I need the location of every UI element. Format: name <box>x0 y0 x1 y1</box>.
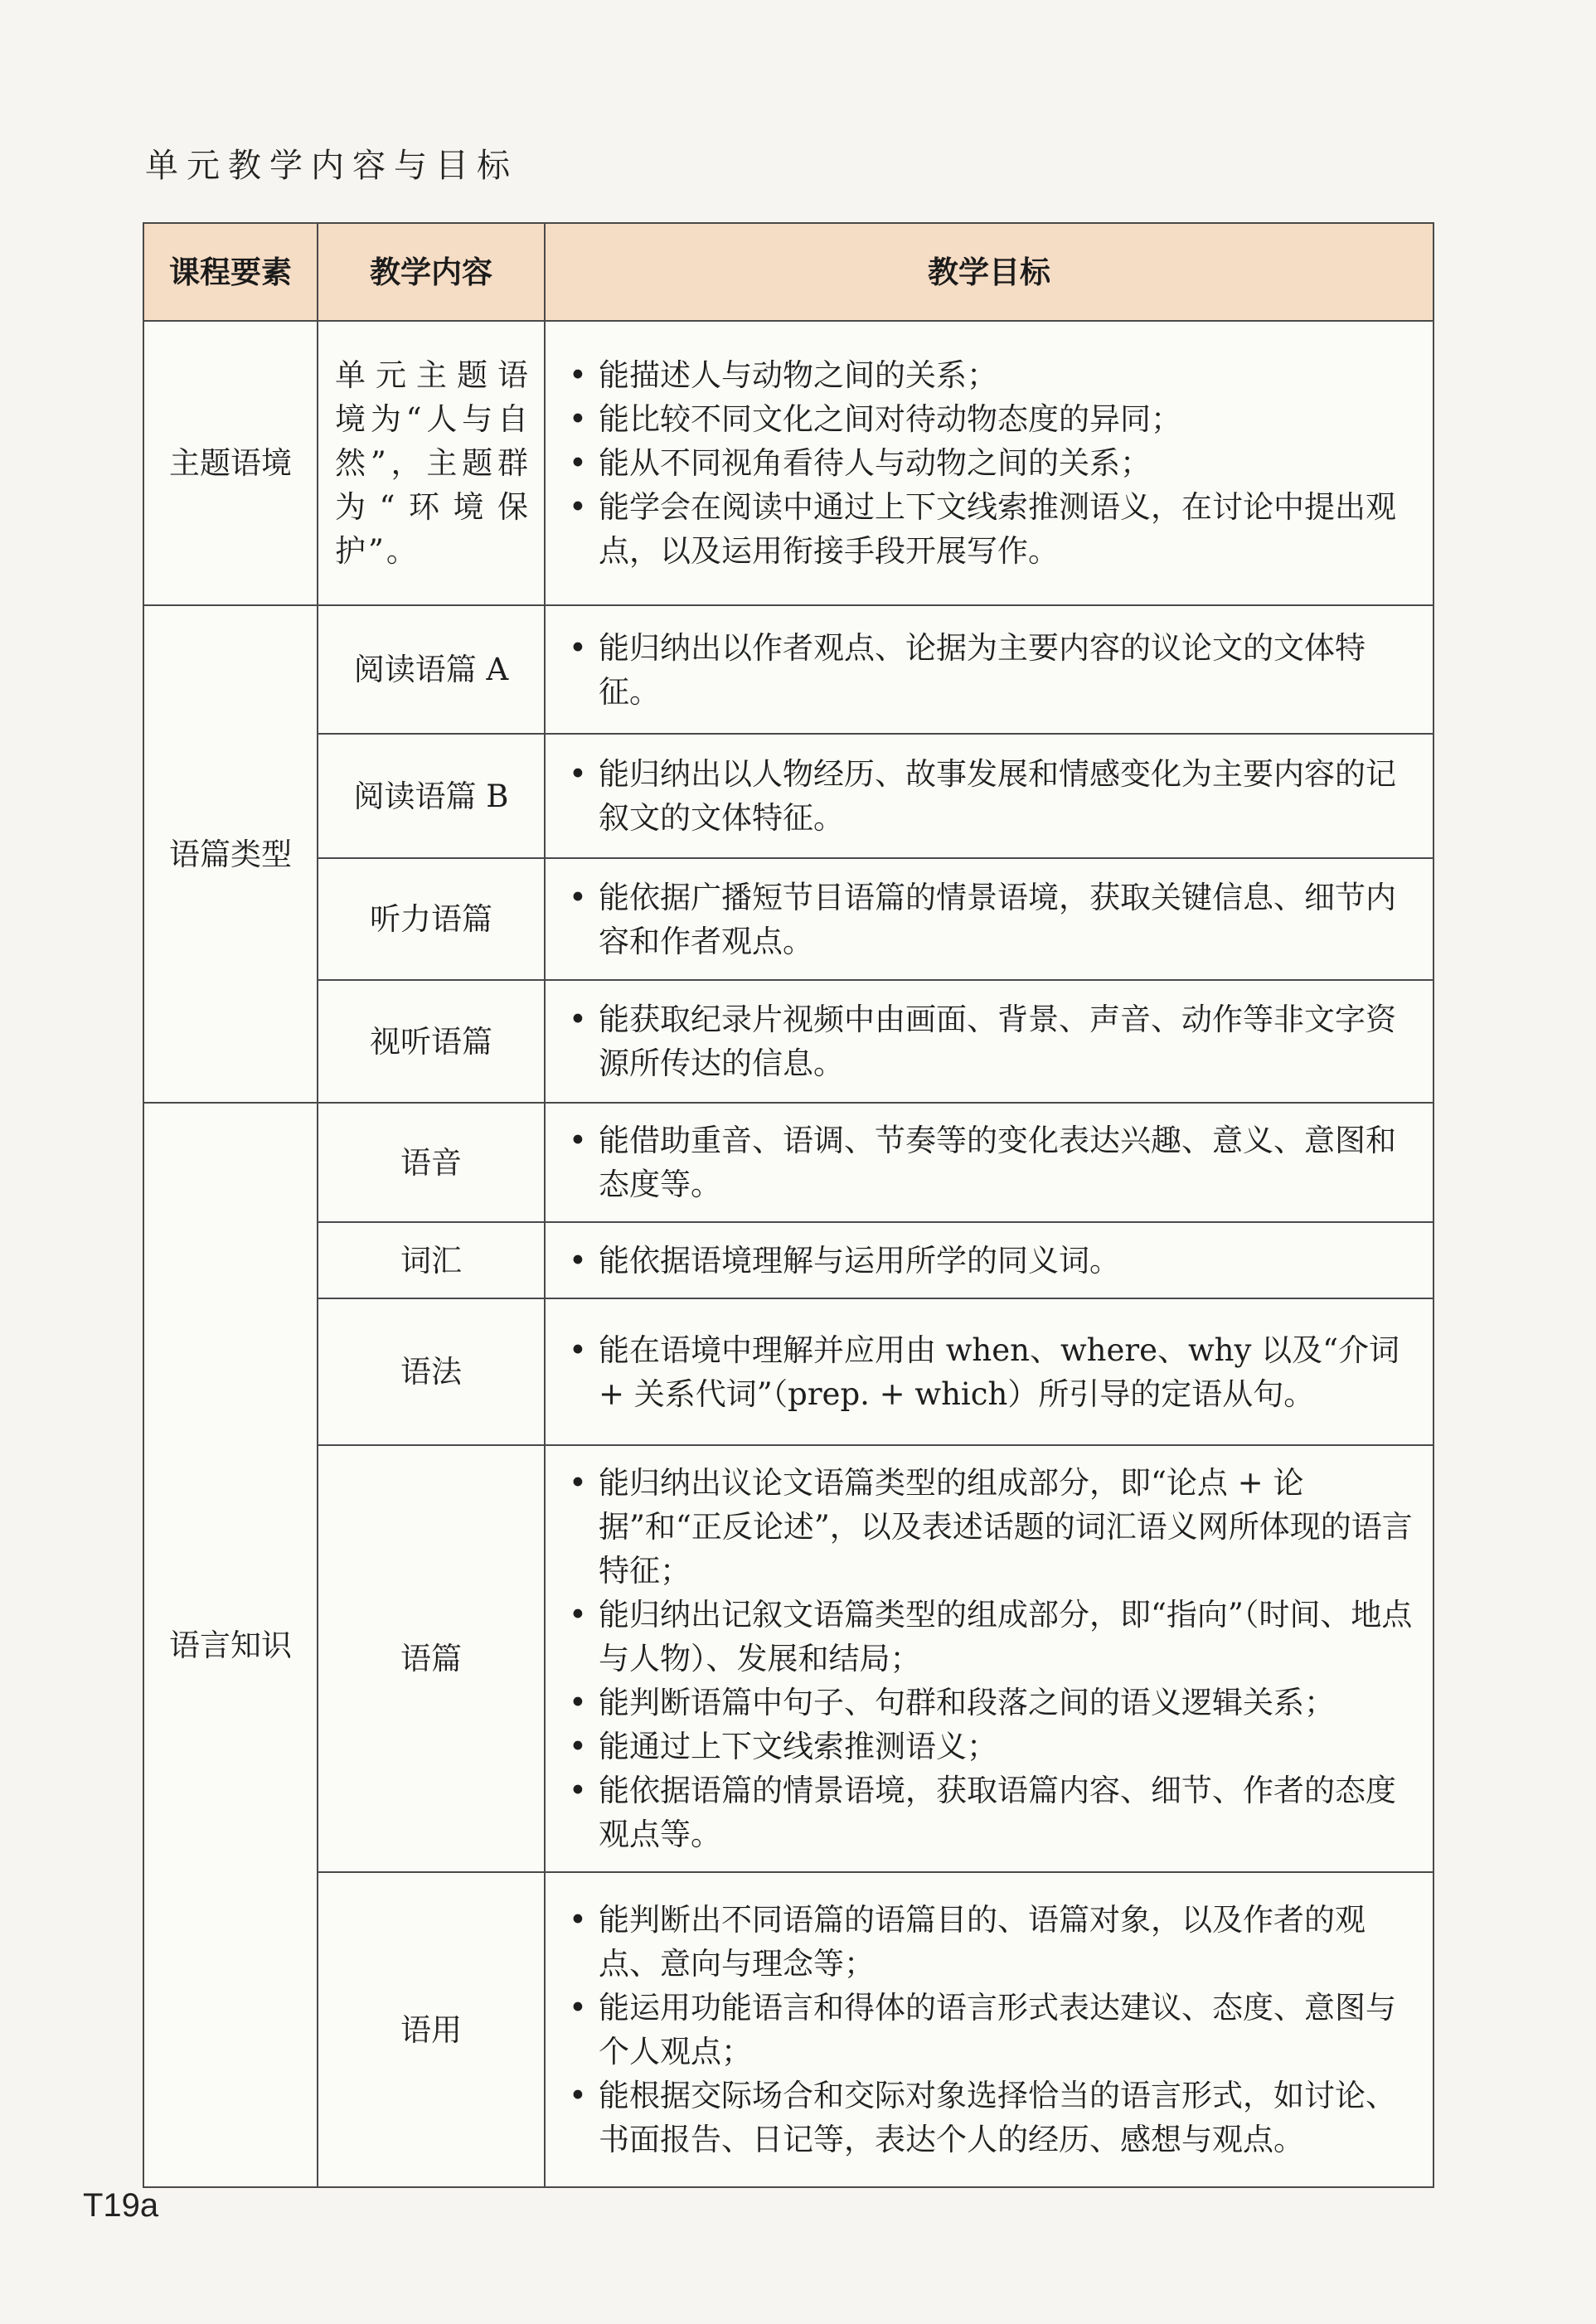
goals-list <box>559 997 1414 1085</box>
teaching-goals-cell <box>545 605 1433 734</box>
goal-item: • 能获取纪录片视频中由画面、背景、声音、动作等非文字资源所传达的信息。 <box>559 997 1414 1085</box>
teaching-content-cell: 听力语篇 <box>318 858 545 980</box>
teaching-goals-cell <box>545 1298 1433 1445</box>
teaching-goals-cell <box>545 1103 1433 1222</box>
table-row <box>143 1872 1433 2187</box>
header-teaching-goals: 教学目标 <box>545 223 1433 321</box>
goal-item: • 能归纳出以人物经历、故事发展和情感变化为主要内容的记叙文的文体特征。 <box>559 752 1414 840</box>
goals-list <box>559 353 1414 573</box>
goals-list <box>559 1118 1414 1206</box>
teaching-content-cell: 语法 <box>318 1298 545 1445</box>
table-header <box>143 223 1433 321</box>
goal-item: • 能归纳出议论文语篇类型的组成部分，即“论点 + 论据”和“正反论述”，以及表述话题的词汇语义网所体现的语言特征； <box>559 1461 1414 1593</box>
teaching-content-cell: 单元主题语境为“人与自然”，主题群为“环境保护”。 <box>318 321 545 605</box>
teaching-goals-cell <box>545 734 1433 858</box>
teaching-content-cell: 词汇 <box>318 1222 545 1298</box>
table-row <box>143 734 1433 858</box>
table-body <box>143 321 1433 2187</box>
goal-item: • 能依据语境理解与运用所学的同义词。 <box>559 1239 1414 1283</box>
goal-item: • 能依据广播短节目语篇的情景语境，获取关键信息、细节内容和作者观点。 <box>559 876 1414 963</box>
header-course-element: 课程要素 <box>143 223 318 321</box>
goals-list <box>559 1461 1414 1856</box>
goals-list <box>559 626 1414 714</box>
teaching-content-cell: 语音 <box>318 1103 545 1222</box>
goal-item: • 能从不同视角看待人与动物之间的关系； <box>559 441 1414 485</box>
goal-item: • 能比较不同文化之间对待动物态度的异同； <box>559 397 1414 441</box>
table-row <box>143 1298 1433 1445</box>
teaching-goals-cell <box>545 980 1433 1103</box>
header-row <box>143 223 1433 321</box>
teaching-goals-cell <box>545 1222 1433 1298</box>
table-row <box>143 605 1433 734</box>
goal-item: • 能判断语篇中句子、句群和段落之间的语义逻辑关系； <box>559 1681 1414 1725</box>
teaching-content-cell: 语用 <box>318 1872 545 2187</box>
goal-item: • 能判断出不同语篇的语篇目的、语篇对象，以及作者的观点、意向与理念等； <box>559 1898 1414 1986</box>
course-element-cell: 语言知识 <box>143 1103 318 2187</box>
teaching-goals-cell <box>545 1445 1433 1872</box>
goals-list <box>559 1898 1414 2161</box>
goal-item: • 能运用功能语言和得体的语言形式表达建议、态度、意图与个人观点； <box>559 1986 1414 2074</box>
teaching-goals-cell <box>545 321 1433 605</box>
teaching-content-cell: 视听语篇 <box>318 980 545 1103</box>
table-row <box>143 321 1433 605</box>
goal-item: • 能依据语篇的情景语境，获取语篇内容、细节、作者的态度观点等。 <box>559 1768 1414 1856</box>
teaching-goals-cell <box>545 858 1433 980</box>
course-element-cell: 主题语境 <box>143 321 318 605</box>
goal-item: • 能归纳出以作者观点、论据为主要内容的议论文的文体特征。 <box>559 626 1414 714</box>
teaching-goals-table <box>143 222 1434 2188</box>
teaching-goals-cell <box>545 1872 1433 2187</box>
goal-item: • 能描述人与动物之间的关系； <box>559 353 1414 397</box>
table-row <box>143 858 1433 980</box>
goal-item: • 能通过上下文线索推测语义； <box>559 1725 1414 1768</box>
table-row <box>143 1103 1433 1222</box>
table-row <box>143 1222 1433 1298</box>
teaching-content-cell: 阅读语篇 A <box>318 605 545 734</box>
teaching-content-cell: 阅读语篇 B <box>318 734 545 858</box>
course-element-cell: 语篇类型 <box>143 605 318 1103</box>
goal-item: • 能根据交际场合和交际对象选择恰当的语言形式，如讨论、书面报告、日记等，表达个人的经历、感想与观点。 <box>559 2074 1414 2161</box>
page-number: T19a <box>83 2187 159 2224</box>
page-title: 单元教学内容与目标 <box>145 147 518 185</box>
table-row <box>143 1445 1433 1872</box>
goals-list <box>559 1328 1414 1416</box>
teaching-content-cell: 语篇 <box>318 1445 545 1872</box>
header-teaching-content: 教学内容 <box>318 223 545 321</box>
goals-list <box>559 752 1414 840</box>
goal-item: • 能学会在阅读中通过上下文线索推测语义，在讨论中提出观点，以及运用衔接手段开展写作。 <box>559 485 1414 573</box>
goals-list <box>559 876 1414 963</box>
goal-item: • 能在语境中理解并应用由 when、where、why 以及“介词 + 关系代词”（prep. + which）所引导的定语从句。 <box>559 1328 1414 1416</box>
goals-list <box>559 1239 1414 1283</box>
goal-item: • 能归纳出记叙文语篇类型的组成部分，即“指向”（时间、地点与人物）、发展和结局； <box>559 1593 1414 1681</box>
table-row <box>143 980 1433 1103</box>
goal-item: • 能借助重音、语调、节奏等的变化表达兴趣、意义、意图和态度等。 <box>559 1118 1414 1206</box>
